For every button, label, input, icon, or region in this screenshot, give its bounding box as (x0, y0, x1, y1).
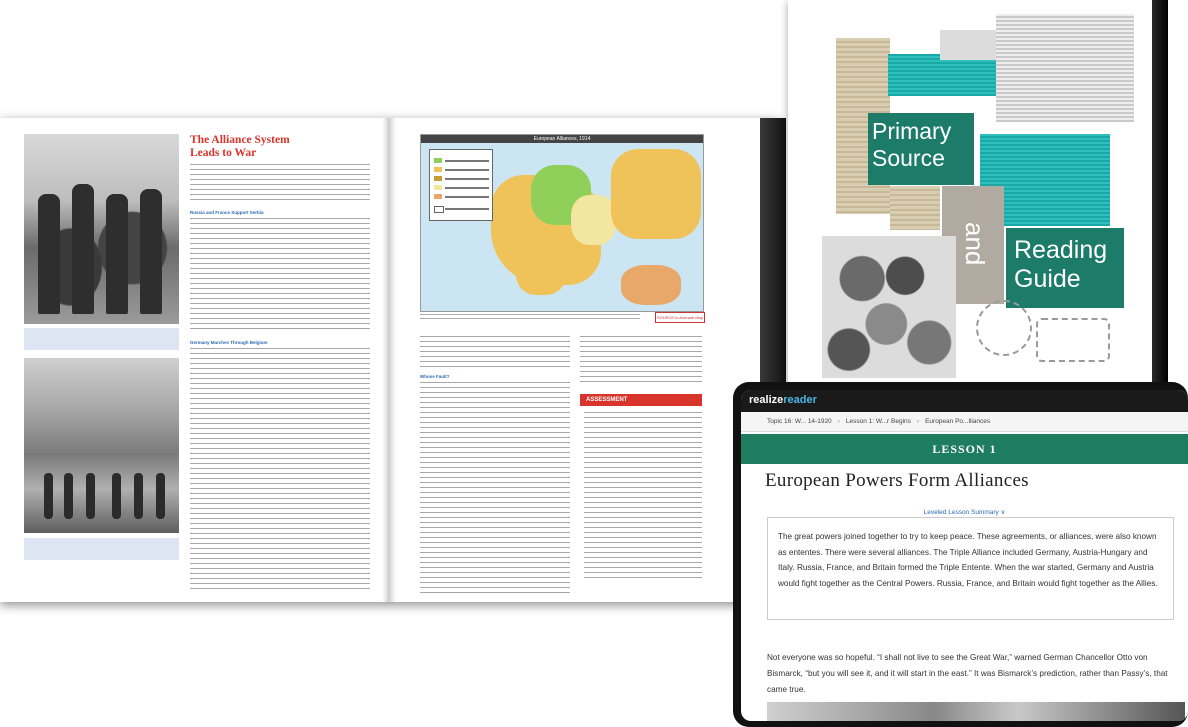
photo-caption (24, 328, 179, 350)
map-key (429, 149, 493, 221)
europe-alliances-map (420, 134, 704, 312)
map-title: European Alliances, 1914 (421, 135, 703, 143)
cover-title: Primary Source (868, 113, 974, 185)
leveled-summary-toggle[interactable]: Leveled Lesson Summary ∨ (923, 509, 1006, 516)
cavalry-photo (24, 134, 179, 324)
subhead: Whose Fault? (420, 374, 450, 379)
body-text-block (190, 164, 370, 204)
body-text-block (420, 336, 570, 370)
cover-edge-shadow (1152, 0, 1168, 386)
map-caption (420, 314, 640, 322)
breadcrumb-topic[interactable]: Topic 16: W... 14-1920 (767, 418, 832, 425)
subhead: Germany Marches Through Belgium (190, 340, 268, 345)
postmark-stamp (1036, 318, 1110, 362)
body-text-block (190, 348, 370, 593)
marching-soldiers-photo (24, 358, 179, 533)
app-header (741, 390, 1188, 412)
lesson-body-text: Not everyone was so hopeful. “I shall not live to see the Great War,” warned German Chancellor Otto von Bismarck, “but you will see it, and it will start in the east.” It was Bismarck’s prediction, rather than Passy’s, that came true. (767, 653, 1168, 694)
breadcrumb-lesson[interactable]: Lesson 1: W...r Begins (845, 418, 911, 425)
assessment-header: ASSESSMENT (580, 394, 702, 406)
postmark-stamp (976, 300, 1032, 356)
lesson-banner: LESSON 1 (741, 434, 1188, 464)
cover-texture (940, 30, 996, 60)
assessment-questions (584, 412, 702, 582)
body-text-block (190, 218, 370, 333)
cover-texture (996, 14, 1134, 122)
lesson-summary: The great powers joined together to try to keep peace. These agreements, or alliances, were also known as ententes. There were several alliances. The Triple Alliance included Germany, Austria-Hungary and Italy. Russia, France, and Britain formed the Triple Entente. When the war started, Germany and Austria would fight together as the Central Powers. Russia, France, and Britain would fight together as the Allies. (767, 517, 1174, 620)
chevron-right-icon: › (837, 418, 840, 425)
breadcrumb-current: European Po...lliances (925, 418, 991, 425)
chevron-right-icon: › (916, 418, 920, 425)
photo-caption (24, 538, 179, 560)
cover-texture (890, 186, 940, 230)
cover-subtitle: Reading Guide (1006, 228, 1124, 308)
book-gutter (382, 118, 396, 602)
section-heading: The Alliance System Leads to War (190, 134, 290, 159)
book-back-cover (0, 0, 112, 120)
app-logo[interactable]: realizereader (749, 394, 817, 406)
animate-map-button[interactable]: SOURCE to Animate Map (655, 312, 705, 323)
faces-collage (822, 236, 956, 378)
lesson-title: European Powers Form Alliances (765, 470, 1029, 491)
body-text-block (580, 336, 702, 386)
lesson-image (767, 702, 1185, 721)
tablet-screen (741, 390, 1188, 721)
textbook-spread (0, 118, 780, 602)
cover-texture (888, 54, 1006, 96)
breadcrumb (741, 412, 1188, 432)
subhead: Russia and France Support Serbia (190, 210, 264, 215)
body-text-block (420, 382, 570, 594)
cover-connector: and (960, 222, 990, 266)
